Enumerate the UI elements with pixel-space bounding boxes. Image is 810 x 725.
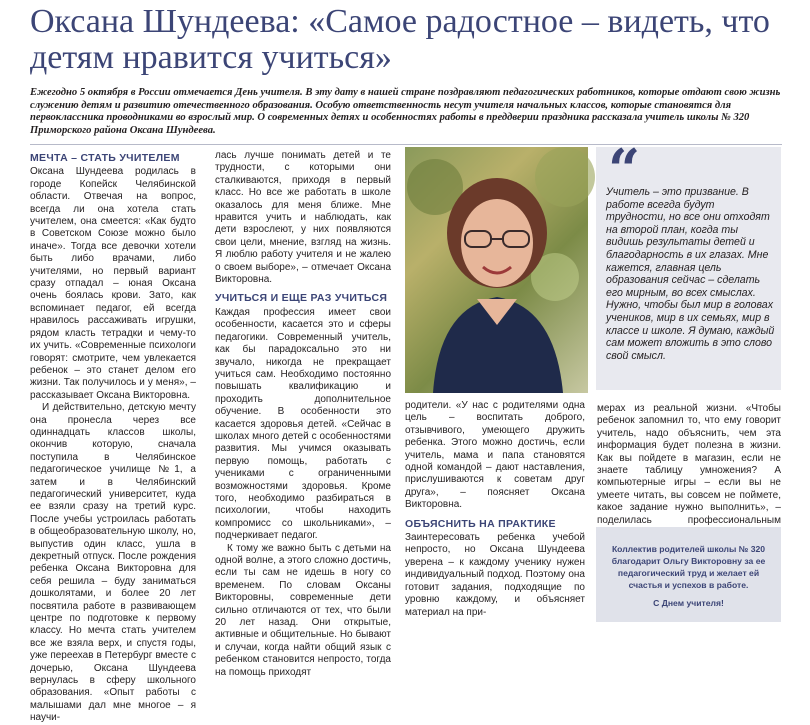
paragraph: родители. «У нас с родителями одна цель – воспитать доброго, отзывчивого, умеющего дружить ребенка. Этого можно достичь, если учитель, мама и папа становятся одной командой – дают наставления, прислушиваются к советам друг друга», – поясняет Оксана Викторовна. (405, 400, 585, 511)
column-1 (30, 146, 196, 724)
article-lead: Ежегодно 5 октября в России отмечается День учителя. В эту дату в нашей стране поздравляют педагогических работников, которые отдают свою жизнь служению детям и развитию отечественного образования. Особую ответственность несут учителя начальных классов, которые становятся для первоклассника проводниками во взрослый мир. О современных детях и особенностях работы в преддверии праздника рассказала учитель школы № 320 Приморского района Оксана Шундеева. (30, 87, 781, 136)
quote-mark-icon: “ (608, 137, 641, 203)
congratulations-box (596, 527, 781, 622)
paragraph: мерах из реальной жизни. «Чтобы ребенок запомнил то, что ему говорит учитель, надо объяснить, чем эта информация будет полезна в жизни. Как вы пойдете в магазин, если не знаете таблицу умножения? А компьютерные игры – если вы не умеете читать, вы совсем не поймете, какое задание нужно выполнить», – поделилась профессиональным (597, 403, 781, 526)
portrait-illustration (405, 147, 588, 393)
subhead-dream: МЕЧТА – СТАТЬ УЧИТЕЛЕМ (30, 152, 180, 164)
subhead-practice: ОБЪЯСНИТЬ НА ПРАКТИКЕ (405, 517, 556, 530)
congrats-message: Коллектив родителей школы № 320 благодарит Ольгу Викторовну за ее педагогический труд и желает ей счастья и успехов в работе. (611, 544, 766, 590)
subhead-learn: УЧИТЬСЯ И ЕЩЕ РАЗ УЧИТЬСЯ (215, 292, 388, 305)
column-3 (405, 400, 585, 640)
paragraph: И действительно, детскую мечту она пронесла через все одиннадцать классов школы, окончив которую, сначала поступила в Челябинское педагогическое училище №1, а затем и в Челябинский педагогический университет, куда ее взяли сразу на третий курс. После учебы устроилась работать в общеобразовательную школу, но, выпустив один класс, ушла в декретный отпуск. После рождения ребенка Оксана Викторовна для себя решила – буду заниматься дошколятами, и более 20 лет посвятила работе в развивающем центре по подготовке к первому классу. Но мечта стать учителем все же взяла верх, и спустя годы, уже переехав в Петербург вместе с дочерью, Оксана Шундеева вернулась в сферу школьного образования. «Опыт работы с малышами дал мне многое – я научи- (30, 402, 196, 724)
teacher-photo (405, 147, 588, 393)
header-divider (30, 144, 782, 145)
column-4 (597, 403, 781, 526)
article-title: Оксана Шундеева: «Самое радостное – видеть, что детям нравится учиться» (30, 3, 770, 76)
paragraph: К тому же важно быть с детьми на одной волне, а этого сложно достичь, если ты сам не идешь в ногу со временем. По словам Оксаны Викторовны, современные дети сильно отличаются от тех, что были 20 лет назад. Они открытые, активные и общительные. Но бывают и случаи, когда найти общий язык с ребенком становится непросто, тогда на помощь приходят (215, 542, 391, 678)
column-2 (215, 150, 391, 678)
congrats-greeting: С Днем учителя! (653, 598, 724, 608)
paragraph: лась лучше понимать детей и те трудности, с которыми они сталкиваются, приходя в первый класс. Но все же работать в школе оказалось для меня ближе. Мне нравится учить и наблюдать, как дети взрослеют, у них появляются свои цели, мнение, взгляд на жизнь. Я люблю работу учителя и не жалею о своем выборе», – отмечает Оксана Викторовна. (215, 150, 391, 286)
paragraph: Заинтересовать ребенка учебой непросто, но Оксана Шундеева уверена – к каждому ученику нужен индивидуальный подход. Поэтому она готовит задания, подходящие по уровню каждому, и объясняет материал на при- (405, 532, 585, 618)
paragraph: Оксана Шундеева родилась в городе Копейск Челябинской области. Отвечая на вопрос, всегда ли она хотела стать учителем, она смеется: «Как будто в Советском Союзе можно было иначе». Тогда все девочки хотели быть либо врачами, либо учителями, но первый вариант сразу отпадал – юная Оксана очень боялась крови. Зато, как вспоминает педагог, ей всегда нравилось рассаживать игрушки, рядом класть тетрадки и чему-то их учить. «Современные психологи говорят: смотрите, чем увлекается ребенок – это станет делом его жизни. Так получилось и у меня», – рассказывает Оксана Викторовна. (30, 166, 196, 401)
quote-text: Учитель – это призвание. В работе всегда будут трудности, но все они отходят на второй план, когда ты видишь результаты детей и благодарность в их глазах. Мне кажется, главная цель образования сейчас – сделать его мирным, во всех смыслах. Нужно, чтобы был мир в головах учеников, мир в их семьях, мир в классе и школе. Я думаю, каждый сам может вложить в это слово свой смысл. (606, 186, 775, 362)
paragraph: Каждая профессия имеет свои особенности, касается это и сферы педагогики. Современный учитель, как бы парадоксально это ни звучало, никогда не прекращает учиться сам. Необходимо постоянно повышать квалификацию и проходить дополнительное обучение. В особенности это касается здоровья детей. «Сейчас в школах много детей с особенностями развития. Мы учимся оказывать первую помощь, работать с учениками с ограниченными возможностями здоровья. Кроме того, необходимо разбираться в психологии, чтобы находить компромисс со школьниками», – подчеркивает педагог. (215, 306, 391, 542)
